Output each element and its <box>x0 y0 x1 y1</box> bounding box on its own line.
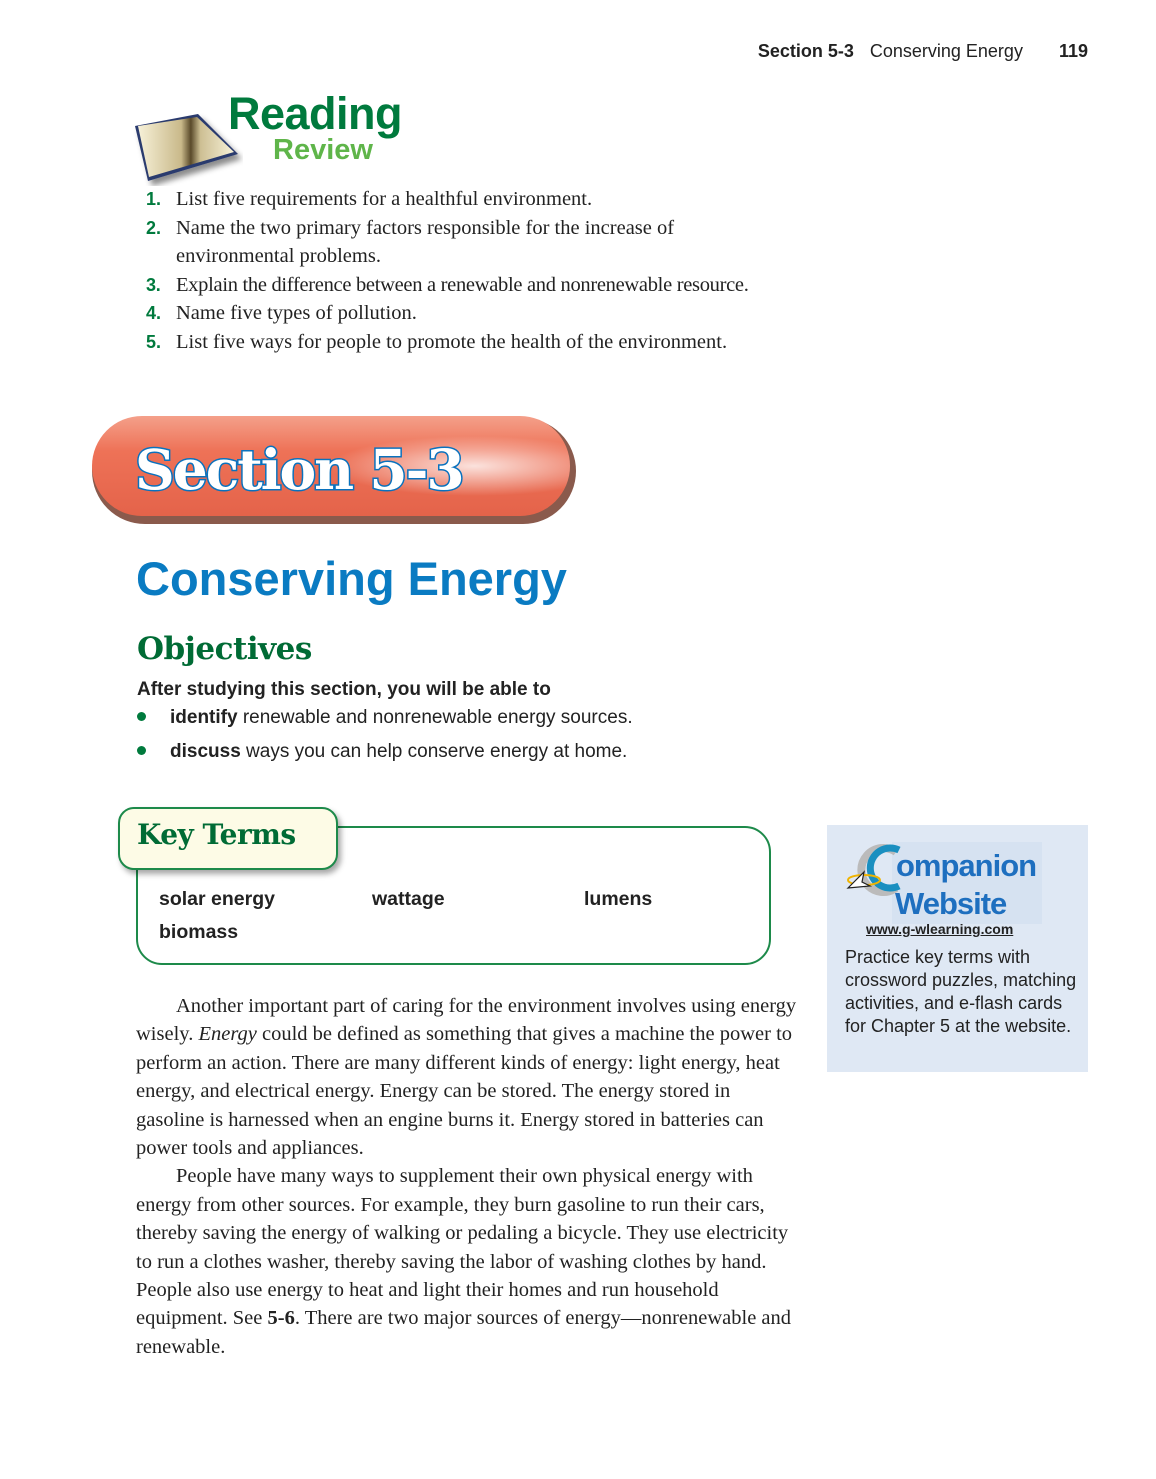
objective-item <box>137 741 627 763</box>
question-number: 5. <box>146 331 162 352</box>
key-term: lumens <box>584 888 653 910</box>
key-terms-label: Key Terms <box>137 818 296 851</box>
objectives-intro: After studying this section, you will be able to <box>137 679 551 700</box>
key-term: biomass <box>159 921 239 943</box>
question-text: Name five types of pollution. <box>176 302 417 324</box>
body-text <box>136 992 808 1361</box>
paragraph <box>136 992 808 1162</box>
question-number: 1. <box>146 189 162 209</box>
running-head <box>758 41 1088 62</box>
review-question <box>146 271 846 300</box>
question-number: 2. <box>146 217 162 238</box>
question-text: List five requirements for a healthful environment. <box>176 188 593 210</box>
question-number: 3. <box>146 274 161 295</box>
emphasis-term: Energy <box>198 1023 257 1046</box>
reading-review-subtitle: Review <box>273 134 373 166</box>
running-head-title: Conserving Energy <box>869 41 1023 61</box>
review-question <box>146 328 846 357</box>
objective-verb: discuss <box>170 741 241 762</box>
companion-website-logo <box>844 838 1044 928</box>
objective-verb: identify <box>170 707 238 728</box>
question-text: Name the two primary factors responsible for the increase of environmental problems. <box>176 216 675 267</box>
open-book-icon <box>133 106 243 186</box>
bullet-icon <box>137 746 146 755</box>
section-title: Conserving Energy <box>136 552 567 605</box>
website-url-link[interactable]: www.g-wlearning.com <box>866 921 1014 937</box>
review-question <box>146 299 846 328</box>
sidebar-description: Practice key terms with crossword puzzles, matching activities, and e-flash cards for Chapter 5 at the website. <box>845 947 1077 1036</box>
text: . There are two major sources of energy—nonrenewable and renewable. <box>136 1307 792 1358</box>
svg-text:ompanion: ompanion <box>896 848 1037 883</box>
objective-text: renewable and nonrenewable energy sources. <box>237 707 633 728</box>
key-term: solar energy <box>159 888 275 910</box>
question-number: 4. <box>146 303 162 323</box>
text: could be defined as something that gives a machine the power to perform an action. There are many different kinds of energy: light energy, heat energy, and electrical energy. Energy can be stored. The energy stored in gasoline is harnessed when an engine burns it. Energy stored in batteries can power tools and appliances. <box>136 1023 793 1160</box>
review-questions <box>146 185 846 356</box>
bullet-icon <box>137 712 146 721</box>
paragraph <box>136 1162 808 1361</box>
key-term: wattage <box>372 888 445 910</box>
running-head-section: Section 5-3 <box>757 41 854 61</box>
question-text: Explain the difference between a renewable and nonrenewable resource. <box>176 273 749 296</box>
objective-text: ways you can help conserve energy at home. <box>240 741 628 762</box>
svg-text:Website: Website <box>895 886 1007 921</box>
question-text: List five ways for people to promote the health of the environment. <box>176 330 728 353</box>
objectives-heading: Objectives <box>137 631 312 667</box>
objective-item <box>137 707 633 729</box>
page-number: 119 <box>1058 41 1088 61</box>
reading-review-title: Reading <box>228 88 403 139</box>
figure-reference: 5-6 <box>267 1307 295 1330</box>
text: People have many ways to supplement their own physical energy with energy from other sources. For example, they burn gasoline to run their cars, thereby saving the energy of walking or pedaling a bicycle. They use electricity to run a clothes washer, thereby saving the labor of washing clothes by hand. People also use energy to heat and light their homes and run household equipment. See <box>136 1165 789 1330</box>
section-banner-text: Section 5-3 <box>135 437 463 502</box>
review-question <box>146 185 846 214</box>
review-question <box>146 214 736 271</box>
text: Another important part of caring for the environment involves using energy wisely. <box>136 995 797 1046</box>
